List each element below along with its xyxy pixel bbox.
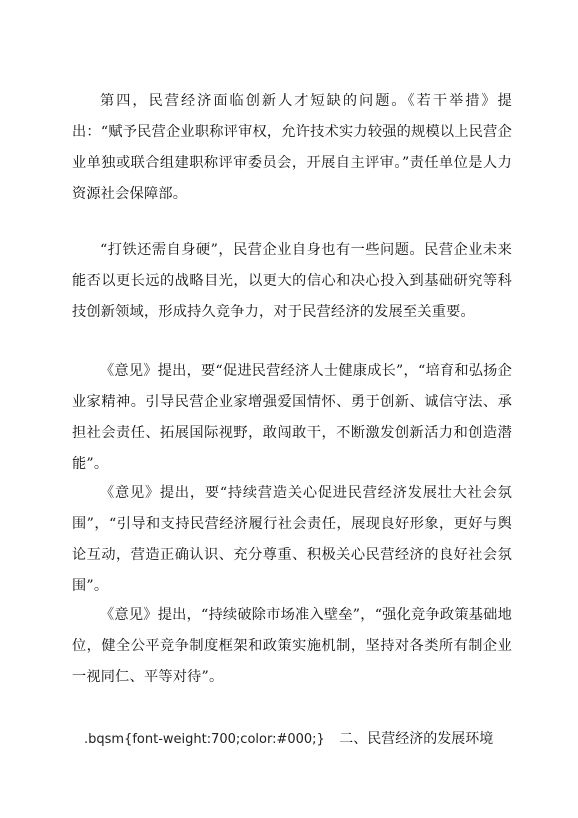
- section-heading: 二、民营经济的发展环境: [339, 731, 494, 747]
- paragraph-social-atmosphere: 《意见》提出，要“持续营造关心促进民营经济发展壮大社会氛围”，“引导和支持民营经济履行社会责任，展现良好形象，更好与舆论互动，营造正确认识、充分尊重、积极关心民营经济的良好社会氛围”。: [72, 485, 512, 594]
- css-code-text: .bqsm{font-weight:700;color:#000;}: [84, 732, 325, 747]
- paragraph-market-access: 《意见》提出，“持续破除市场准入壁垒”，“强化竞争政策基础地位，健全公平竞争制度框架和政策实施机制，坚持对各类所有制企业一视同仁、平等对待”。: [72, 607, 512, 685]
- paragraph-talent-shortage: 第四，民营经济面临创新人才短缺的问题。《若干举措》提出：“赋予民营企业职称评审权，允许技术实力较强的规模以上民营企业单独或联合组建职称评审委员会，开展自主评审。”责任单位是人力资源社会保障部。: [72, 93, 512, 202]
- paragraph-self-strength: “打铁还需自身硬”，民营企业自身也有一些问题。民营企业未来能否以更长远的战略目光，以更大的信心和决心投入到基础研究等科技创新领域，形成持久竞争力，对于民营经济的发展至关重要。: [72, 242, 512, 320]
- section-footer: [84, 729, 524, 750]
- paragraph-entrepreneur-growth: 《意见》提出，要“促进民营经济人士健康成长”，“培育和弘扬企业家精神。引导民营企业家增强爱国情怀、勇于创新、诚信守法、承担社会责任、拓展国际视野，敢闯敢干，不断激发创新活力和创造潜能”。: [72, 363, 512, 472]
